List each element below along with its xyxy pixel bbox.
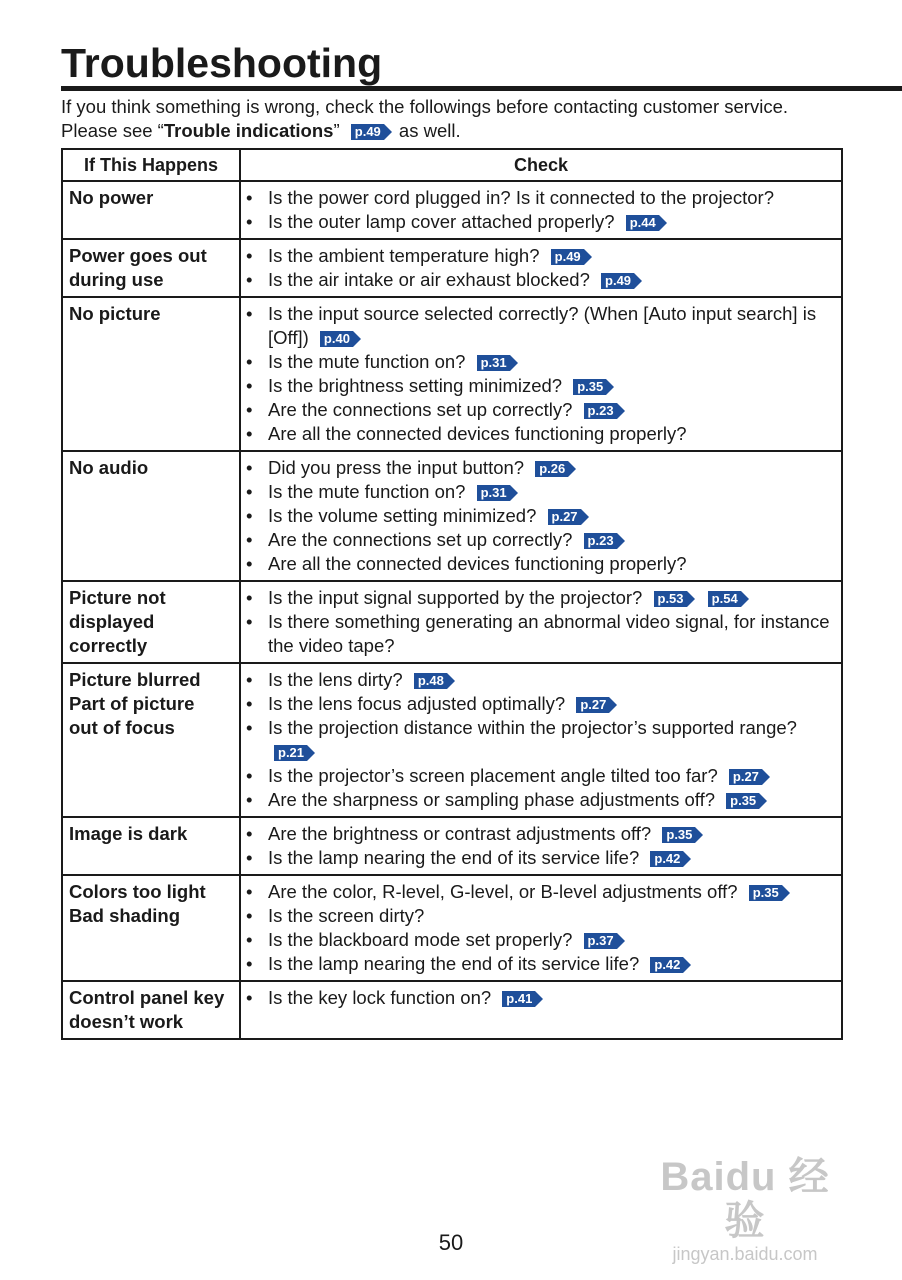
symptom-text: Picture blurred [69, 669, 201, 690]
page-reference-badge[interactable]: p.48 [414, 673, 447, 689]
page-reference-badge[interactable]: p.54 [708, 591, 741, 607]
symptom-cell [62, 297, 240, 451]
page-reference-badge[interactable]: p.31 [477, 355, 510, 371]
page-reference-badge[interactable]: p.23 [584, 403, 617, 419]
symptom-cell [62, 981, 240, 1039]
page-reference-badge[interactable]: p.49 [601, 273, 634, 289]
check-text: Is the outer lamp cover attached properly? [268, 211, 615, 232]
check-item [268, 528, 837, 552]
page-reference-badge[interactable]: p.37 [584, 933, 617, 949]
page-reference-badge[interactable]: p.35 [662, 827, 695, 843]
table-row [62, 581, 842, 663]
check-item [268, 692, 837, 716]
check-item [268, 788, 837, 812]
page-reference-badge[interactable]: p.49 [351, 124, 384, 140]
check-text: Is there something generating an abnormal video signal, for instance the video tape? [268, 611, 830, 656]
page-reference-badge[interactable]: p.40 [320, 331, 353, 347]
check-item [268, 952, 837, 976]
check-item [268, 398, 837, 422]
table-row [62, 981, 842, 1039]
symptom-cell [62, 181, 240, 239]
trouble-indications-label: Trouble indications [163, 120, 334, 141]
check-text: Is the air intake or air exhaust blocked? [268, 269, 590, 290]
check-cell [240, 581, 842, 663]
check-list [241, 822, 837, 870]
check-text: Are the sharpness or sampling phase adjustments off? [268, 789, 715, 810]
check-item [268, 374, 837, 398]
table-row [62, 875, 842, 981]
check-list [241, 186, 837, 234]
check-cell [240, 239, 842, 297]
table-header-row [62, 149, 842, 181]
check-text: Did you press the input button? [268, 457, 525, 478]
page-reference-badge[interactable]: p.53 [654, 591, 687, 607]
symptom-text: Part of picture [69, 693, 195, 714]
symptom-text: doesn’t work [69, 1011, 184, 1032]
symptom-text: No picture [69, 303, 161, 324]
check-text: Is the brightness setting minimized? [268, 375, 563, 396]
check-text: Is the mute function on? [268, 351, 466, 372]
page-reference-badge[interactable]: p.21 [274, 745, 307, 761]
check-list [241, 880, 837, 976]
page-reference-badge[interactable]: p.42 [650, 957, 683, 973]
check-item [268, 302, 837, 350]
check-item [268, 668, 837, 692]
check-item [268, 846, 837, 870]
page-title: Troubleshooting [61, 40, 902, 91]
check-text: Is the lamp nearing the end of its service life? [268, 953, 640, 974]
symptom-cell [62, 451, 240, 581]
check-item [268, 928, 837, 952]
page-number: 50 [438, 1230, 464, 1255]
page-reference-badge[interactable]: p.49 [551, 249, 584, 265]
check-item [268, 764, 837, 788]
symptom-text: during use [69, 269, 164, 290]
check-cell [240, 817, 842, 875]
check-item [268, 350, 837, 374]
check-text: Is the power cord plugged in? Is it connected to the projector? [268, 187, 774, 208]
symptom-text: Picture not [69, 587, 166, 608]
symptom-text: Power goes out [69, 245, 207, 266]
check-cell [240, 297, 842, 451]
check-item [268, 586, 837, 610]
symptom-text: Control panel key [69, 987, 225, 1008]
check-list [241, 668, 837, 812]
check-item [268, 610, 837, 658]
check-item [268, 904, 837, 928]
page-reference-badge[interactable]: p.41 [502, 991, 535, 1007]
check-text: Is the lamp nearing the end of its service life? [268, 847, 640, 868]
page-reference-badge[interactable]: p.35 [726, 793, 759, 809]
check-item [268, 880, 837, 904]
table-row [62, 181, 842, 239]
page-reference-badge[interactable]: p.42 [650, 851, 683, 867]
page-reference-badge[interactable]: p.27 [548, 509, 581, 525]
symptom-cell [62, 239, 240, 297]
check-item [268, 186, 837, 210]
symptom-text: Image is dark [69, 823, 188, 844]
check-cell [240, 875, 842, 981]
watermark-url: jingyan.baidu.com [672, 1244, 818, 1264]
check-item [268, 456, 837, 480]
troubleshooting-table [61, 148, 843, 1040]
check-text: Is the projection distance within the projector’s supported range? [268, 717, 797, 738]
table-body [62, 181, 842, 1039]
page-reference-badge[interactable]: p.26 [535, 461, 568, 477]
symptom-text: out of focus [69, 717, 175, 738]
check-text: Are all the connected devices functioning properly? [268, 553, 687, 574]
check-item [268, 504, 837, 528]
check-text: Are the brightness or contrast adjustments off? [268, 823, 652, 844]
page-reference-badge[interactable]: p.27 [576, 697, 609, 713]
symptom-cell [62, 581, 240, 663]
column-header-if-this-happens: If This Happens [62, 149, 240, 181]
symptom-text: displayed [69, 611, 155, 632]
check-text: Is the volume setting minimized? [268, 505, 537, 526]
symptom-text: Bad shading [69, 905, 181, 926]
page-reference-badge[interactable]: p.31 [477, 485, 510, 501]
check-item [268, 422, 837, 446]
check-text: Are the color, R-level, G-level, or B-level adjustments off? [268, 881, 738, 902]
symptom-text: No power [69, 187, 154, 208]
page-reference-badge[interactable]: p.23 [584, 533, 617, 549]
check-cell [240, 981, 842, 1039]
check-text: Are the connections set up correctly? [268, 399, 573, 420]
check-list [241, 456, 837, 576]
symptom-text: No audio [69, 457, 149, 478]
check-list [241, 986, 837, 1010]
check-text: Is the ambient temperature high? [268, 245, 540, 266]
table-row [62, 451, 842, 581]
check-text: Is the input signal supported by the projector? [268, 587, 643, 608]
intro-text [61, 95, 788, 143]
check-text: Are the connections set up correctly? [268, 529, 573, 550]
check-text: Is the projector’s screen placement angle tilted too far? [268, 765, 718, 786]
check-item [268, 268, 837, 292]
check-text: Is the blackboard mode set properly? [268, 929, 573, 950]
check-item [268, 244, 837, 268]
column-header-check: Check [240, 149, 842, 181]
check-item [268, 986, 837, 1010]
check-text: Is the key lock function on? [268, 987, 492, 1008]
page-reference-badge[interactable]: p.44 [626, 215, 659, 231]
page-reference-badge[interactable]: p.35 [749, 885, 782, 901]
symptom-cell [62, 875, 240, 981]
check-text: Are all the connected devices functioning properly? [268, 423, 687, 444]
intro-line-1: If you think something is wrong, check the followings before contacting customer service. [61, 96, 788, 117]
table-row [62, 239, 842, 297]
check-item [268, 822, 837, 846]
check-item [268, 480, 837, 504]
symptom-cell [62, 663, 240, 817]
check-cell [240, 181, 842, 239]
check-text: Is the mute function on? [268, 481, 466, 502]
page-reference-badge[interactable]: p.27 [729, 769, 762, 785]
check-list [241, 244, 837, 292]
check-list [241, 586, 837, 658]
check-item [268, 210, 837, 234]
page-reference-badge[interactable]: p.35 [573, 379, 606, 395]
table-row [62, 817, 842, 875]
check-cell [240, 663, 842, 817]
symptom-text: correctly [69, 635, 148, 656]
check-text: Is the lens focus adjusted optimally? [268, 693, 566, 714]
watermark-logo: Baidu 经验 [660, 1155, 830, 1243]
check-text: Is the lens dirty? [268, 669, 403, 690]
check-list [241, 302, 837, 446]
check-item [268, 552, 837, 576]
check-text: Is the screen dirty? [268, 905, 425, 926]
table-row [62, 663, 842, 817]
intro-line-2: Please see “Trouble indications” p.49 as well. [61, 120, 461, 141]
table-row [62, 297, 842, 451]
symptom-text: Colors too light [69, 881, 206, 902]
check-text: Is the input source selected correctly? (When [Auto input search] is [Off]) [268, 303, 817, 348]
symptom-cell [62, 817, 240, 875]
check-cell [240, 451, 842, 581]
check-item [268, 716, 837, 764]
